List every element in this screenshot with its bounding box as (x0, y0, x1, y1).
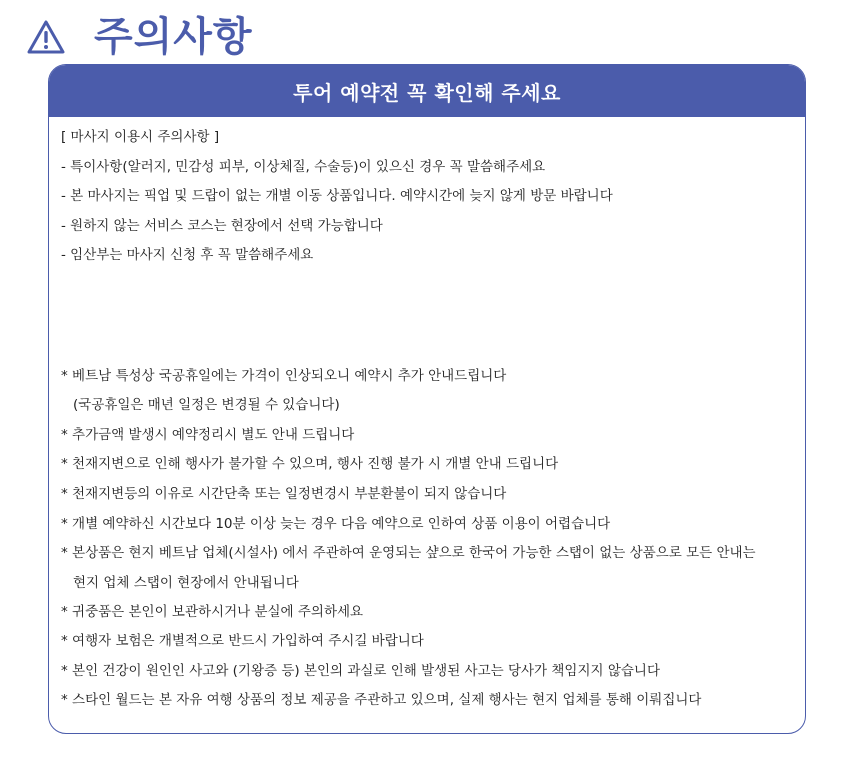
general-notice-line: * 본인 건강이 원인인 사고와 (기왕증 등) 본인의 과실로 인해 발생된 사고는 당사가 책임지지 않습니다 (61, 663, 661, 679)
general-notice-line: * 개별 예약하신 시간보다 10분 이상 늦는 경우 다음 예약으로 인하여 상품 이용이 어렵습니다 (61, 516, 611, 532)
general-notice-line: * 본상품은 현지 베트남 업체(시설사) 에서 주관하여 운영되는 샾으로 한국어 가능한 스탭이 없는 상품으로 모든 안내는 (61, 545, 756, 561)
warning-triangle-icon (26, 19, 66, 55)
general-notice-line: * 스타인 월드는 본 자유 여행 상품의 정보 제공을 주관하고 있으며, 실제 행사는 현지 업체를 통해 이뤄집니다 (61, 692, 702, 708)
general-notice-line: 현지 업체 스탭이 현장에서 안내됩니다 (73, 575, 299, 591)
general-notice-line: * 여행자 보험은 개별적으로 반드시 가입하여 주시길 바랍니다 (61, 633, 424, 649)
general-notice-line: * 추가금액 발생시 예약정리시 별도 안내 드립니다 (61, 427, 355, 443)
general-notice-line: * 귀중품은 본인이 보관하시거나 분실에 주의하세요 (61, 604, 364, 620)
general-notice-line: * 천재지변등의 이유로 시간단축 또는 일정변경시 부분환불이 되지 않습니다 (61, 486, 507, 502)
card-header: 투어 예약전 꼭 확인해 주세요 (49, 65, 805, 117)
massage-notice-item: - 본 마사지는 픽업 및 드랍이 없는 개별 이동 상품입니다. 예약시간에 늦지 않게 방문 바랍니다 (61, 188, 613, 204)
page-title: 주의사항 (94, 14, 253, 60)
massage-notice-item: - 임산부는 마사지 신청 후 꼭 말씀해주세요 (61, 247, 314, 263)
general-notice-line: * 베트남 특성상 국공휴일에는 가격이 인상되오니 예약시 추가 안내드립니다 (61, 368, 507, 384)
massage-notice-item: - 특이사항(알러지, 민감성 피부, 이상체질, 수술등)이 있으신 경우 꼭 말씀해주세요 (61, 159, 546, 175)
massage-notice-item: - 원하지 않는 서비스 코스는 현장에서 선택 가능합니다 (61, 218, 383, 234)
notice-card (48, 64, 806, 734)
general-notice-line: (국공휴일은 매년 일정은 변경될 수 있습니다) (73, 397, 340, 413)
massage-notice-heading: [ 마사지 이용시 주의사항 ] (61, 129, 220, 145)
title-row (26, 12, 253, 62)
general-notice-line: * 천재지변으로 인해 행사가 불가할 수 있으며, 행사 진행 불가 시 개별 안내 드립니다 (61, 456, 559, 472)
